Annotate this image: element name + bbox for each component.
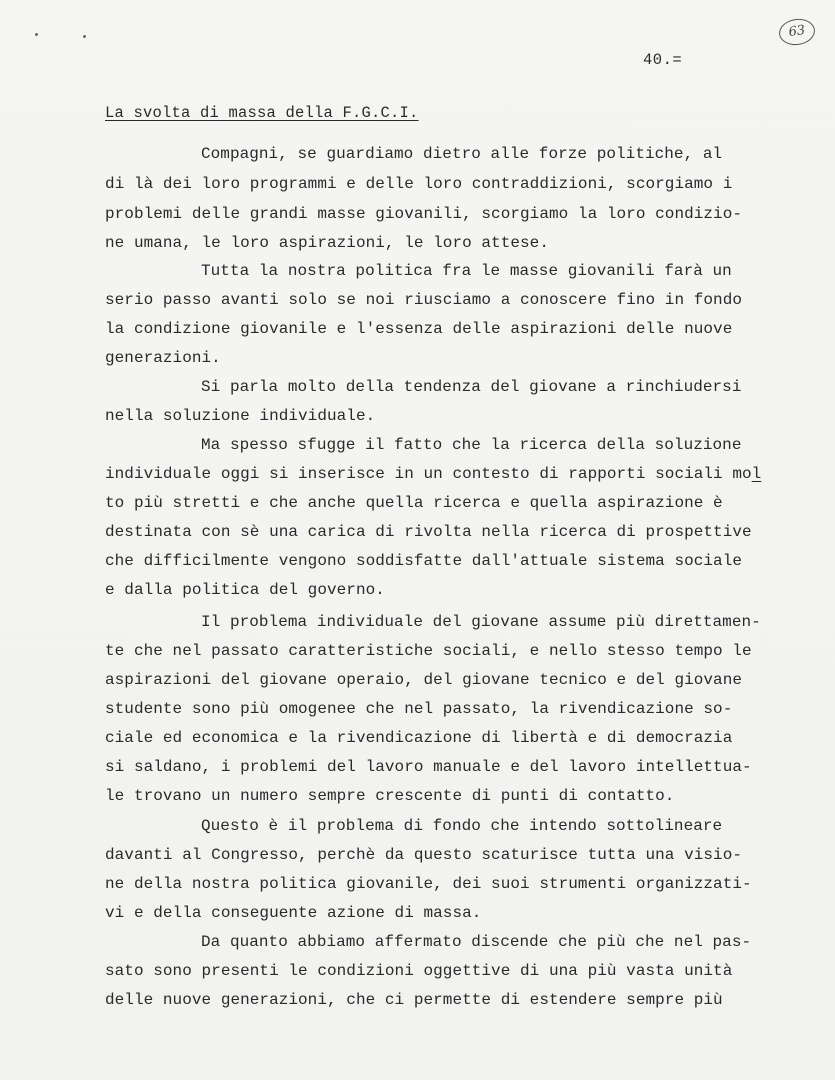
text-line: generazioni. [105,349,221,367]
page-number: 40.= [643,51,683,69]
text-line: delle nuove generazioni, che ci permette di estendere sempre più [105,991,723,1009]
text-line: davanti al Congresso, perchè da questo scaturisce tutta una visio- [105,846,743,864]
scan-speck [83,35,86,38]
text-line: studente sono più omogenee che nel passato, la rivendicazione so- [105,700,733,718]
text-line: Da quanto abbiamo affermato discende che più che nel pas- [201,933,752,951]
text-line: ciale ed economica e la rivendicazione di libertà e di democrazia [105,729,733,747]
text-line: e dalla politica del governo. [105,581,385,599]
text-line-main: individuale oggi si inserisce in un contesto di rapporti sociali mo [105,465,752,483]
text-line: ne della nostra politica giovanile, dei suoi strumenti organizzati- [105,875,752,893]
text-line-underlined-tail: l [751,465,762,483]
text-line: vi e della conseguente azione di massa. [105,904,482,922]
text-line: aspirazioni del giovane operaio, del giovane tecnico e del giovane [105,671,743,689]
text-line: Ma spesso sfugge il fatto che la ricerca della soluzione [201,436,742,454]
scan-speck [35,33,38,36]
text-line: Tutta la nostra politica fra le masse giovanili farà un [201,262,732,280]
text-line: nella soluzione individuale. [105,407,376,425]
text-line [105,464,761,484]
text-line: Il problema individuale del giovane assume più direttamen- [201,613,761,631]
text-line: ne umana, le loro aspirazioni, le loro attese. [105,234,549,252]
text-line: serio passo avanti solo se noi riusciamo a conoscere fino in fondo [105,291,743,309]
text-line: te che nel passato caratteristiche sociali, e nello stesso tempo le [105,642,752,660]
text-line: che difficilmente vengono soddisfatte dall'attuale sistema sociale [105,552,743,570]
text-line: Compagni, se guardiamo dietro alle forze politiche, al [201,145,723,163]
text-line: sato sono presenti le condizioni oggettive di una più vasta unità [105,962,733,980]
handwritten-page-stamp: 63 [777,17,816,48]
text-line: problemi delle grandi masse giovanili, scorgiamo la loro condizio- [105,205,743,223]
text-line: le trovano un numero sempre crescente di punti di contatto. [105,787,675,805]
text-line: to più stretti e che anche quella ricerca e quella aspirazione è [105,494,723,512]
text-line: si saldano, i problemi del lavoro manuale e del lavoro intellettua- [105,758,752,776]
section-title: La svolta di massa della F.G.C.I. [105,104,419,122]
text-line: destinata con sè una carica di rivolta nella ricerca di prospettive [105,523,752,541]
text-line: di là dei loro programmi e delle loro contraddizioni, scorgiamo i [105,175,733,193]
text-line: Questo è il problema di fondo che intendo sottolineare [201,817,723,835]
text-line: la condizione giovanile e l'essenza delle aspirazioni delle nuove [105,320,733,338]
text-line: Si parla molto della tendenza del giovane a rinchiudersi [201,378,742,396]
